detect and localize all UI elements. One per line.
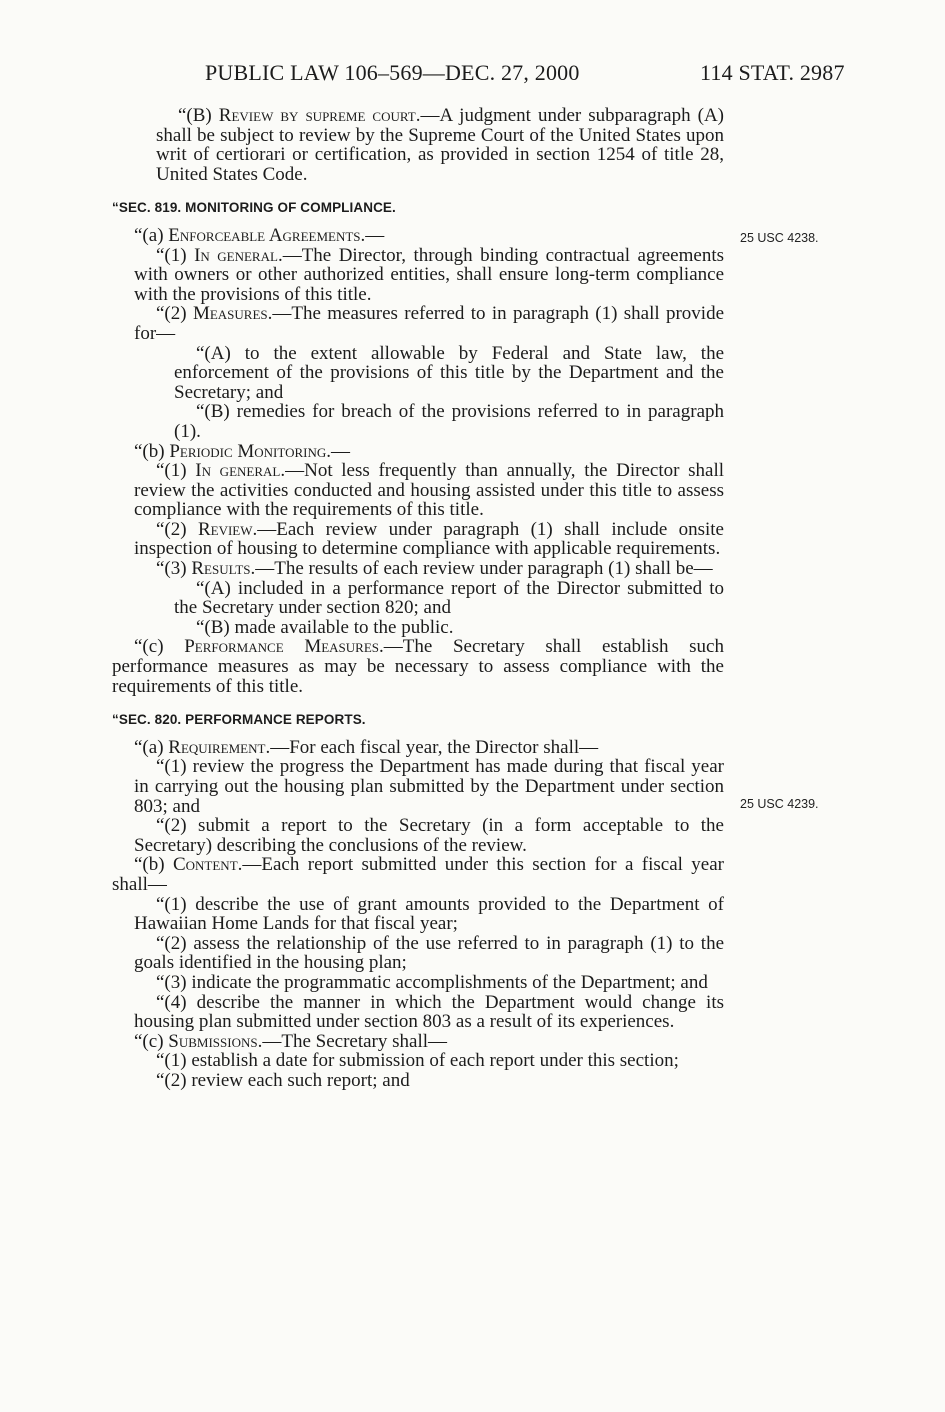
subheading: Review by supreme court xyxy=(218,105,416,126)
subheading: Results xyxy=(191,558,251,580)
paragraph-820-b-2: “(2) assess the relationship of the use referred to in paragraph (1) to the goals identified in the housing plan; xyxy=(134,932,724,974)
subheading: In general xyxy=(195,460,281,482)
subheading: Review xyxy=(197,518,253,540)
section-819-heading: “SEC. 819. MONITORING OF COMPLIANCE. xyxy=(112,200,396,216)
paragraph-819-a-1: “(1) In general.—The Director, through binding contractual agreements with owners or other authorized entities, shall ensure long-term compliance with the provisions of this title. xyxy=(134,244,724,305)
paragraph-820-c-2: “(2) review each such report; and xyxy=(156,1069,410,1091)
subparagraph-819-a-2-A: “(A) to the extent allowable by Federal and State law, the enforcement of the provisions of this title by the Department and the Secretary; and xyxy=(174,342,724,403)
paragraph-819-b-1: “(1) In general.—Not less frequently than annually, the Director shall review the activities conducted and housing assisted under this title to assess compliance with the requirements of this title. xyxy=(134,460,724,521)
public-law-title: PUBLIC LAW 106–569—DEC. 27, 2000 xyxy=(205,60,580,85)
paragraph-b-review: “(B) Review by supreme court.—A judgment under subparagraph (A) shall be subject to review by the Supreme Court of the United States upon writ of certiorari or certification, as provided in section 1254 of title 28, United States Code. xyxy=(156,105,724,185)
subsection-820-c: “(c) Submissions.—The Secretary shall— xyxy=(134,1030,447,1052)
subparagraph-819-b-3-B: “(B) made available to the public. xyxy=(196,616,454,638)
subsection-820-a: “(a) Requirement.—For each fiscal year, the Director shall— xyxy=(134,736,599,758)
subheading: Submissions xyxy=(168,1030,258,1052)
subheading: Performance Measures xyxy=(184,636,380,658)
margin-citation-sec-819: 25 USC 4238. xyxy=(740,231,819,245)
paragraph-820-a-1: “(1) review the progress the Department has made during that fiscal year in carrying out the housing plan submitted by the Department under section 803; and xyxy=(134,756,724,817)
margin-citation-sec-820: 25 USC 4239. xyxy=(740,797,819,811)
subheading: Measures xyxy=(192,303,268,325)
subparagraph-819-a-2-B: “(B) remedies for breach of the provisions referred to in paragraph (1). xyxy=(174,401,724,442)
subheading: Enforceable Agreements xyxy=(168,224,361,246)
statute-page-number: 114 STAT. 2987 xyxy=(700,60,845,85)
subheading: Periodic Monitoring xyxy=(169,440,327,462)
subsection-819-b: “(b) Periodic Monitoring.— xyxy=(134,440,350,462)
subsection-819-c: “(c) Performance Measures.—The Secretary shall establish such performance measures as may be necessary to assess compliance with the requirements of this title. xyxy=(112,636,724,697)
page-header xyxy=(0,60,945,90)
subparagraph-819-b-3-A: “(A) included in a performance report of the Director submitted to the Secretary under section 820; and xyxy=(174,577,724,619)
paragraph-820-a-2: “(2) submit a report to the Secretary (in a form acceptable to the Secretary) describing the conclusions of the review. xyxy=(134,815,724,856)
paragraph-820-b-3: “(3) indicate the programmatic accomplishments of the Department; and xyxy=(156,971,708,993)
subsection-820-b: “(b) Content.—Each report submitted under this section for a fiscal year shall— xyxy=(112,854,724,895)
document-body xyxy=(112,106,724,1091)
paragraph-819-b-2: “(2) Review.—Each review under paragraph (1) shall include onsite inspection of housing to determine compliance with applicable requirements. xyxy=(134,518,724,560)
subheading: Requirement xyxy=(168,736,266,758)
subheading: In general xyxy=(194,244,278,266)
paragraph-819-b-3: “(3) Results.—The results of each review under paragraph (1) shall be— xyxy=(156,558,713,580)
subsection-819-a: “(a) Enforceable Agreements.— xyxy=(134,224,385,246)
paragraph-820-b-4: “(4) describe the manner in which the Department would change its housing plan submitted under section 803 as a result of its experiences. xyxy=(134,991,724,1033)
section-820-heading: “SEC. 820. PERFORMANCE REPORTS. xyxy=(112,712,366,728)
paragraph-819-a-2: “(2) Measures.—The measures referred to in paragraph (1) shall provide for— xyxy=(134,303,724,344)
paragraph-820-b-1: “(1) describe the use of grant amounts provided to the Department of Hawaiian Home Lands for that fiscal year; xyxy=(134,893,724,935)
subheading: Content xyxy=(172,854,238,876)
paragraph-820-c-1: “(1) establish a date for submission of each report under this section; xyxy=(156,1050,679,1072)
